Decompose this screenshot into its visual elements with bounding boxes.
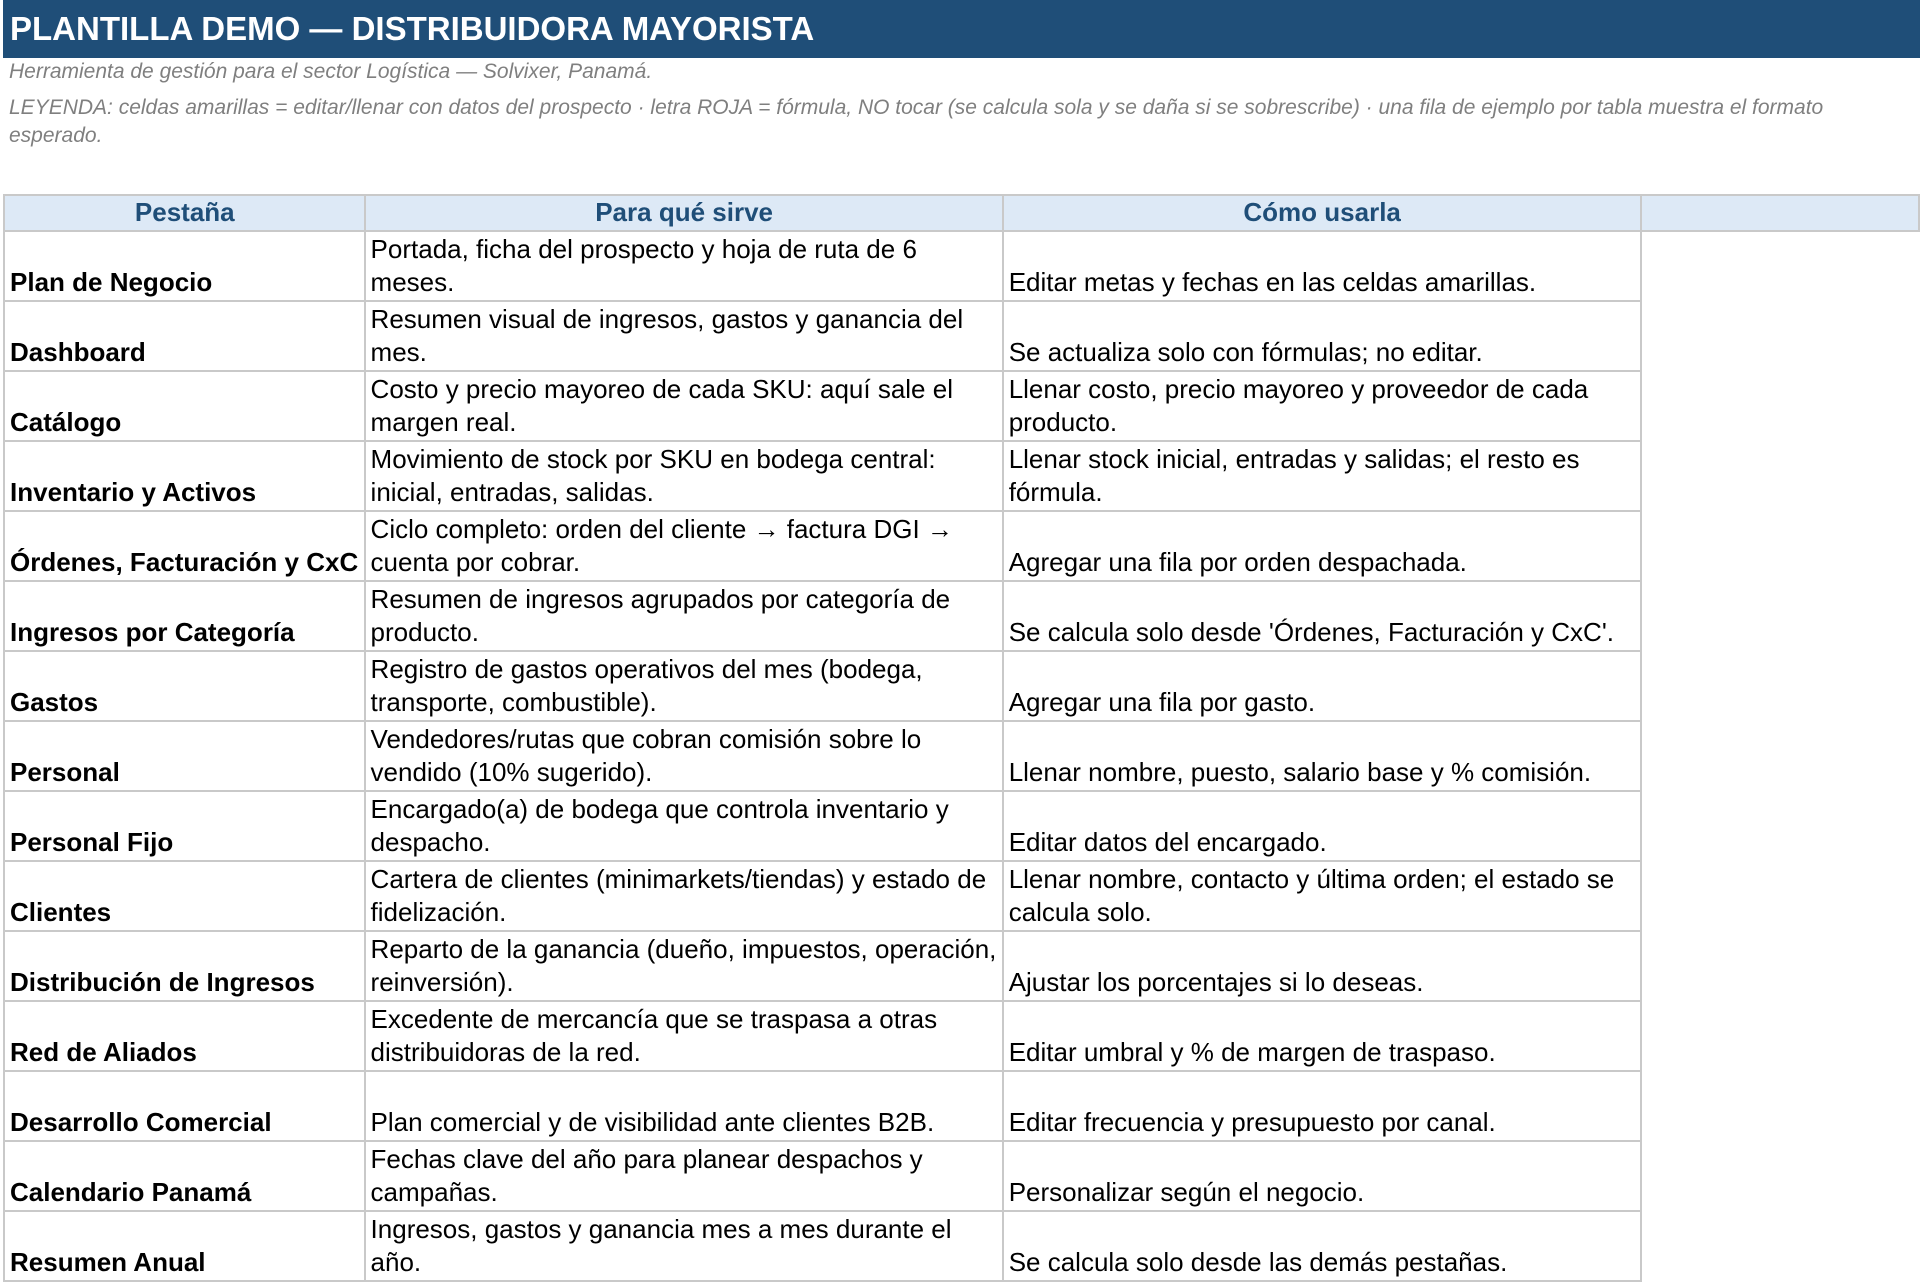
tab-name-cell[interactable]: Red de Aliados [4, 1001, 365, 1071]
purpose-cell[interactable]: Cartera de clientes (minimarkets/tiendas) y estado de fidelización. [365, 861, 1003, 931]
empty-cell[interactable] [1641, 791, 1919, 861]
tab-name-cell[interactable]: Desarrollo Comercial [4, 1071, 365, 1141]
purpose-cell[interactable]: Fechas clave del año para planear despachos y campañas. [365, 1141, 1003, 1211]
usage-cell[interactable]: Agregar una fila por gasto. [1003, 651, 1641, 721]
purpose-cell[interactable]: Costo y precio mayoreo de cada SKU: aquí sale el margen real. [365, 371, 1003, 441]
purpose-cell[interactable]: Ingresos, gastos y ganancia mes a mes durante el año. [365, 1211, 1003, 1281]
tab-name-cell[interactable]: Calendario Panamá [4, 1141, 365, 1211]
tab-name-cell[interactable]: Ingresos por Categoría [4, 581, 365, 651]
purpose-cell[interactable]: Plan comercial y de visibilidad ante clientes B2B. [365, 1071, 1003, 1141]
table-row [4, 231, 1919, 301]
purpose-cell[interactable]: Resumen visual de ingresos, gastos y ganancia del mes. [365, 301, 1003, 371]
usage-cell[interactable]: Personalizar según el negocio. [1003, 1141, 1641, 1211]
tab-name-cell[interactable]: Inventario y Activos [4, 441, 365, 511]
usage-cell[interactable]: Llenar nombre, puesto, salario base y % comisión. [1003, 721, 1641, 791]
table-row [4, 1071, 1919, 1141]
tabs-guide-table [3, 194, 1920, 1282]
tab-name-cell[interactable]: Personal Fijo [4, 791, 365, 861]
table-body [4, 231, 1919, 1281]
usage-cell[interactable]: Editar frecuencia y presupuesto por canal. [1003, 1071, 1641, 1141]
tab-name-cell[interactable]: Distribución de Ingresos [4, 931, 365, 1001]
sheet-subtitle: Herramienta de gestión para el sector Logística — Solvixer, Panamá. [9, 60, 653, 83]
table-row [4, 511, 1919, 581]
column-header-purpose[interactable]: Para qué sirve [365, 195, 1003, 231]
table-row [4, 1211, 1919, 1281]
empty-cell[interactable] [1641, 1001, 1919, 1071]
empty-cell[interactable] [1641, 371, 1919, 441]
usage-cell[interactable]: Editar metas y fechas en las celdas amarillas. [1003, 231, 1641, 301]
empty-cell[interactable] [1641, 721, 1919, 791]
purpose-cell[interactable]: Movimiento de stock por SKU en bodega central: inicial, entradas, salidas. [365, 441, 1003, 511]
usage-cell[interactable]: Ajustar los porcentajes si lo deseas. [1003, 931, 1641, 1001]
empty-cell[interactable] [1641, 931, 1919, 1001]
purpose-cell[interactable]: Registro de gastos operativos del mes (bodega, transporte, combustible). [365, 651, 1003, 721]
purpose-cell[interactable]: Ciclo completo: orden del cliente → factura DGI → cuenta por cobrar. [365, 511, 1003, 581]
purpose-cell[interactable]: Resumen de ingresos agrupados por categoría de producto. [365, 581, 1003, 651]
usage-cell[interactable]: Llenar costo, precio mayoreo y proveedor de cada producto. [1003, 371, 1641, 441]
empty-cell[interactable] [1641, 581, 1919, 651]
column-header-usage[interactable]: Cómo usarla [1003, 195, 1641, 231]
usage-cell[interactable]: Se actualiza solo con fórmulas; no editar. [1003, 301, 1641, 371]
table-header-row [4, 195, 1919, 231]
empty-cell[interactable] [1641, 511, 1919, 581]
usage-cell[interactable]: Se calcula solo desde las demás pestañas. [1003, 1211, 1641, 1281]
tab-name-cell[interactable]: Gastos [4, 651, 365, 721]
empty-cell[interactable] [1641, 231, 1919, 301]
purpose-cell[interactable]: Encargado(a) de bodega que controla inventario y despacho. [365, 791, 1003, 861]
tab-name-cell[interactable]: Clientes [4, 861, 365, 931]
tab-name-cell[interactable]: Órdenes, Facturación y CxC [4, 511, 365, 581]
table-row [4, 441, 1919, 511]
usage-cell[interactable]: Llenar nombre, contacto y última orden; el estado se calcula solo. [1003, 861, 1641, 931]
tab-name-cell[interactable]: Dashboard [4, 301, 365, 371]
purpose-cell[interactable]: Excedente de mercancía que se traspasa a otras distribuidoras de la red. [365, 1001, 1003, 1071]
usage-cell[interactable]: Se calcula solo desde 'Órdenes, Facturación y CxC'. [1003, 581, 1641, 651]
usage-cell[interactable]: Editar datos del encargado. [1003, 791, 1641, 861]
empty-cell[interactable] [1641, 1071, 1919, 1141]
column-header-tab[interactable]: Pestaña [4, 195, 365, 231]
tab-name-cell[interactable]: Resumen Anual [4, 1211, 365, 1281]
table-row [4, 301, 1919, 371]
purpose-cell[interactable]: Vendedores/rutas que cobran comisión sobre lo vendido (10% sugerido). [365, 721, 1003, 791]
tab-name-cell[interactable]: Plan de Negocio [4, 231, 365, 301]
table-row [4, 581, 1919, 651]
table-row [4, 651, 1919, 721]
empty-cell[interactable] [1641, 1211, 1919, 1281]
tab-name-cell[interactable]: Personal [4, 721, 365, 791]
usage-cell[interactable]: Llenar stock inicial, entradas y salidas; el resto es fórmula. [1003, 441, 1641, 511]
sheet-title: PLANTILLA DEMO — DISTRIBUIDORA MAYORISTA [3, 0, 1920, 58]
empty-cell[interactable] [1641, 301, 1919, 371]
table-row [4, 861, 1919, 931]
empty-cell[interactable] [1641, 651, 1919, 721]
tab-name-cell[interactable]: Catálogo [4, 371, 365, 441]
sheet-legend: LEYENDA: celdas amarillas = editar/llenar con datos del prospecto · letra ROJA = fórmula, NO tocar (se calcula sola y se daña si se sobrescribe) · una fila de ejemplo por tabla muestra el formato esperado. [9, 96, 1824, 147]
table-row [4, 371, 1919, 441]
empty-cell[interactable] [1641, 861, 1919, 931]
table-row [4, 1001, 1919, 1071]
usage-cell[interactable]: Editar umbral y % de margen de traspaso. [1003, 1001, 1641, 1071]
usage-cell[interactable]: Agregar una fila por orden despachada. [1003, 511, 1641, 581]
empty-cell[interactable] [1641, 1141, 1919, 1211]
purpose-cell[interactable]: Portada, ficha del prospecto y hoja de ruta de 6 meses. [365, 231, 1003, 301]
table-row [4, 791, 1919, 861]
table-row [4, 1141, 1919, 1211]
table-row [4, 721, 1919, 791]
table-row [4, 931, 1919, 1001]
empty-cell[interactable] [1641, 441, 1919, 511]
purpose-cell[interactable]: Reparto de la ganancia (dueño, impuestos, operación, reinversión). [365, 931, 1003, 1001]
column-header-empty[interactable] [1641, 195, 1919, 231]
